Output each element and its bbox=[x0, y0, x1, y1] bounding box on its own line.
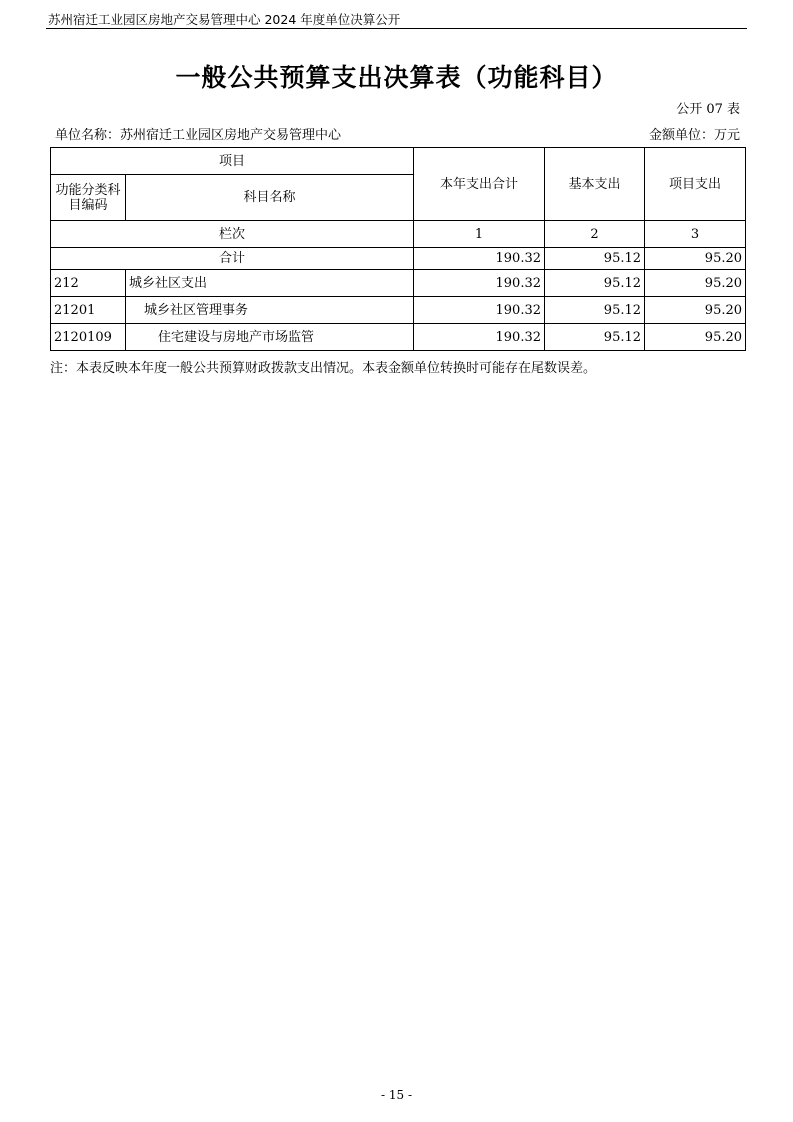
budget-table bbox=[50, 147, 746, 351]
row-project: 95.20 bbox=[645, 297, 746, 324]
row-code: 2120109 bbox=[51, 324, 126, 351]
row-name: 城乡社区支出 bbox=[126, 270, 414, 297]
row-project: 95.20 bbox=[645, 324, 746, 351]
column-row-label: 栏次 bbox=[51, 221, 414, 248]
money-unit: 金额单位：万元 bbox=[648, 128, 740, 143]
row-code: 212 bbox=[51, 270, 126, 297]
page-title: 一般公共预算支出决算表（功能科目） bbox=[175, 63, 618, 92]
table-note: 注：本表反映本年度一般公共预算财政拨款支出情况。本表金额单位转换时可能存在尾数误差。 bbox=[50, 361, 597, 376]
form-number: 公开 07 表 bbox=[676, 102, 740, 117]
row-basic: 95.12 bbox=[545, 270, 645, 297]
running-header: 苏州宿迁工业园区房地产交易管理中心 2024 年度单位决算公开 bbox=[48, 12, 401, 27]
header-total: 本年支出合计 bbox=[414, 148, 545, 221]
header-rule bbox=[46, 28, 747, 29]
row-code: 21201 bbox=[51, 297, 126, 324]
header-code: 功能分类科目编码 bbox=[51, 175, 126, 221]
sum-row-label: 合计 bbox=[51, 248, 414, 270]
sum-total: 190.32 bbox=[414, 248, 545, 270]
table-row bbox=[51, 324, 746, 351]
row-basic: 95.12 bbox=[545, 297, 645, 324]
header-name: 科目名称 bbox=[126, 175, 414, 221]
page-number: - 15 - bbox=[380, 1088, 412, 1102]
sum-basic: 95.12 bbox=[545, 248, 645, 270]
row-total: 190.32 bbox=[414, 297, 545, 324]
table-row bbox=[51, 297, 746, 324]
sum-project: 95.20 bbox=[645, 248, 746, 270]
row-name: 城乡社区管理事务 bbox=[126, 297, 414, 324]
column-index-3: 3 bbox=[645, 221, 746, 248]
unit-name: 单位名称：苏州宿迁工业园区房地产交易管理中心 bbox=[55, 128, 342, 143]
table-row bbox=[51, 270, 746, 297]
row-total: 190.32 bbox=[414, 270, 545, 297]
header-project: 项目 bbox=[51, 148, 414, 175]
column-index-2: 2 bbox=[545, 221, 645, 248]
row-name: 住宅建设与房地产市场监管 bbox=[126, 324, 414, 351]
row-project: 95.20 bbox=[645, 270, 746, 297]
column-index-1: 1 bbox=[414, 221, 545, 248]
header-basic: 基本支出 bbox=[545, 148, 645, 221]
row-total: 190.32 bbox=[414, 324, 545, 351]
row-basic: 95.12 bbox=[545, 324, 645, 351]
header-project-expense: 项目支出 bbox=[645, 148, 746, 221]
